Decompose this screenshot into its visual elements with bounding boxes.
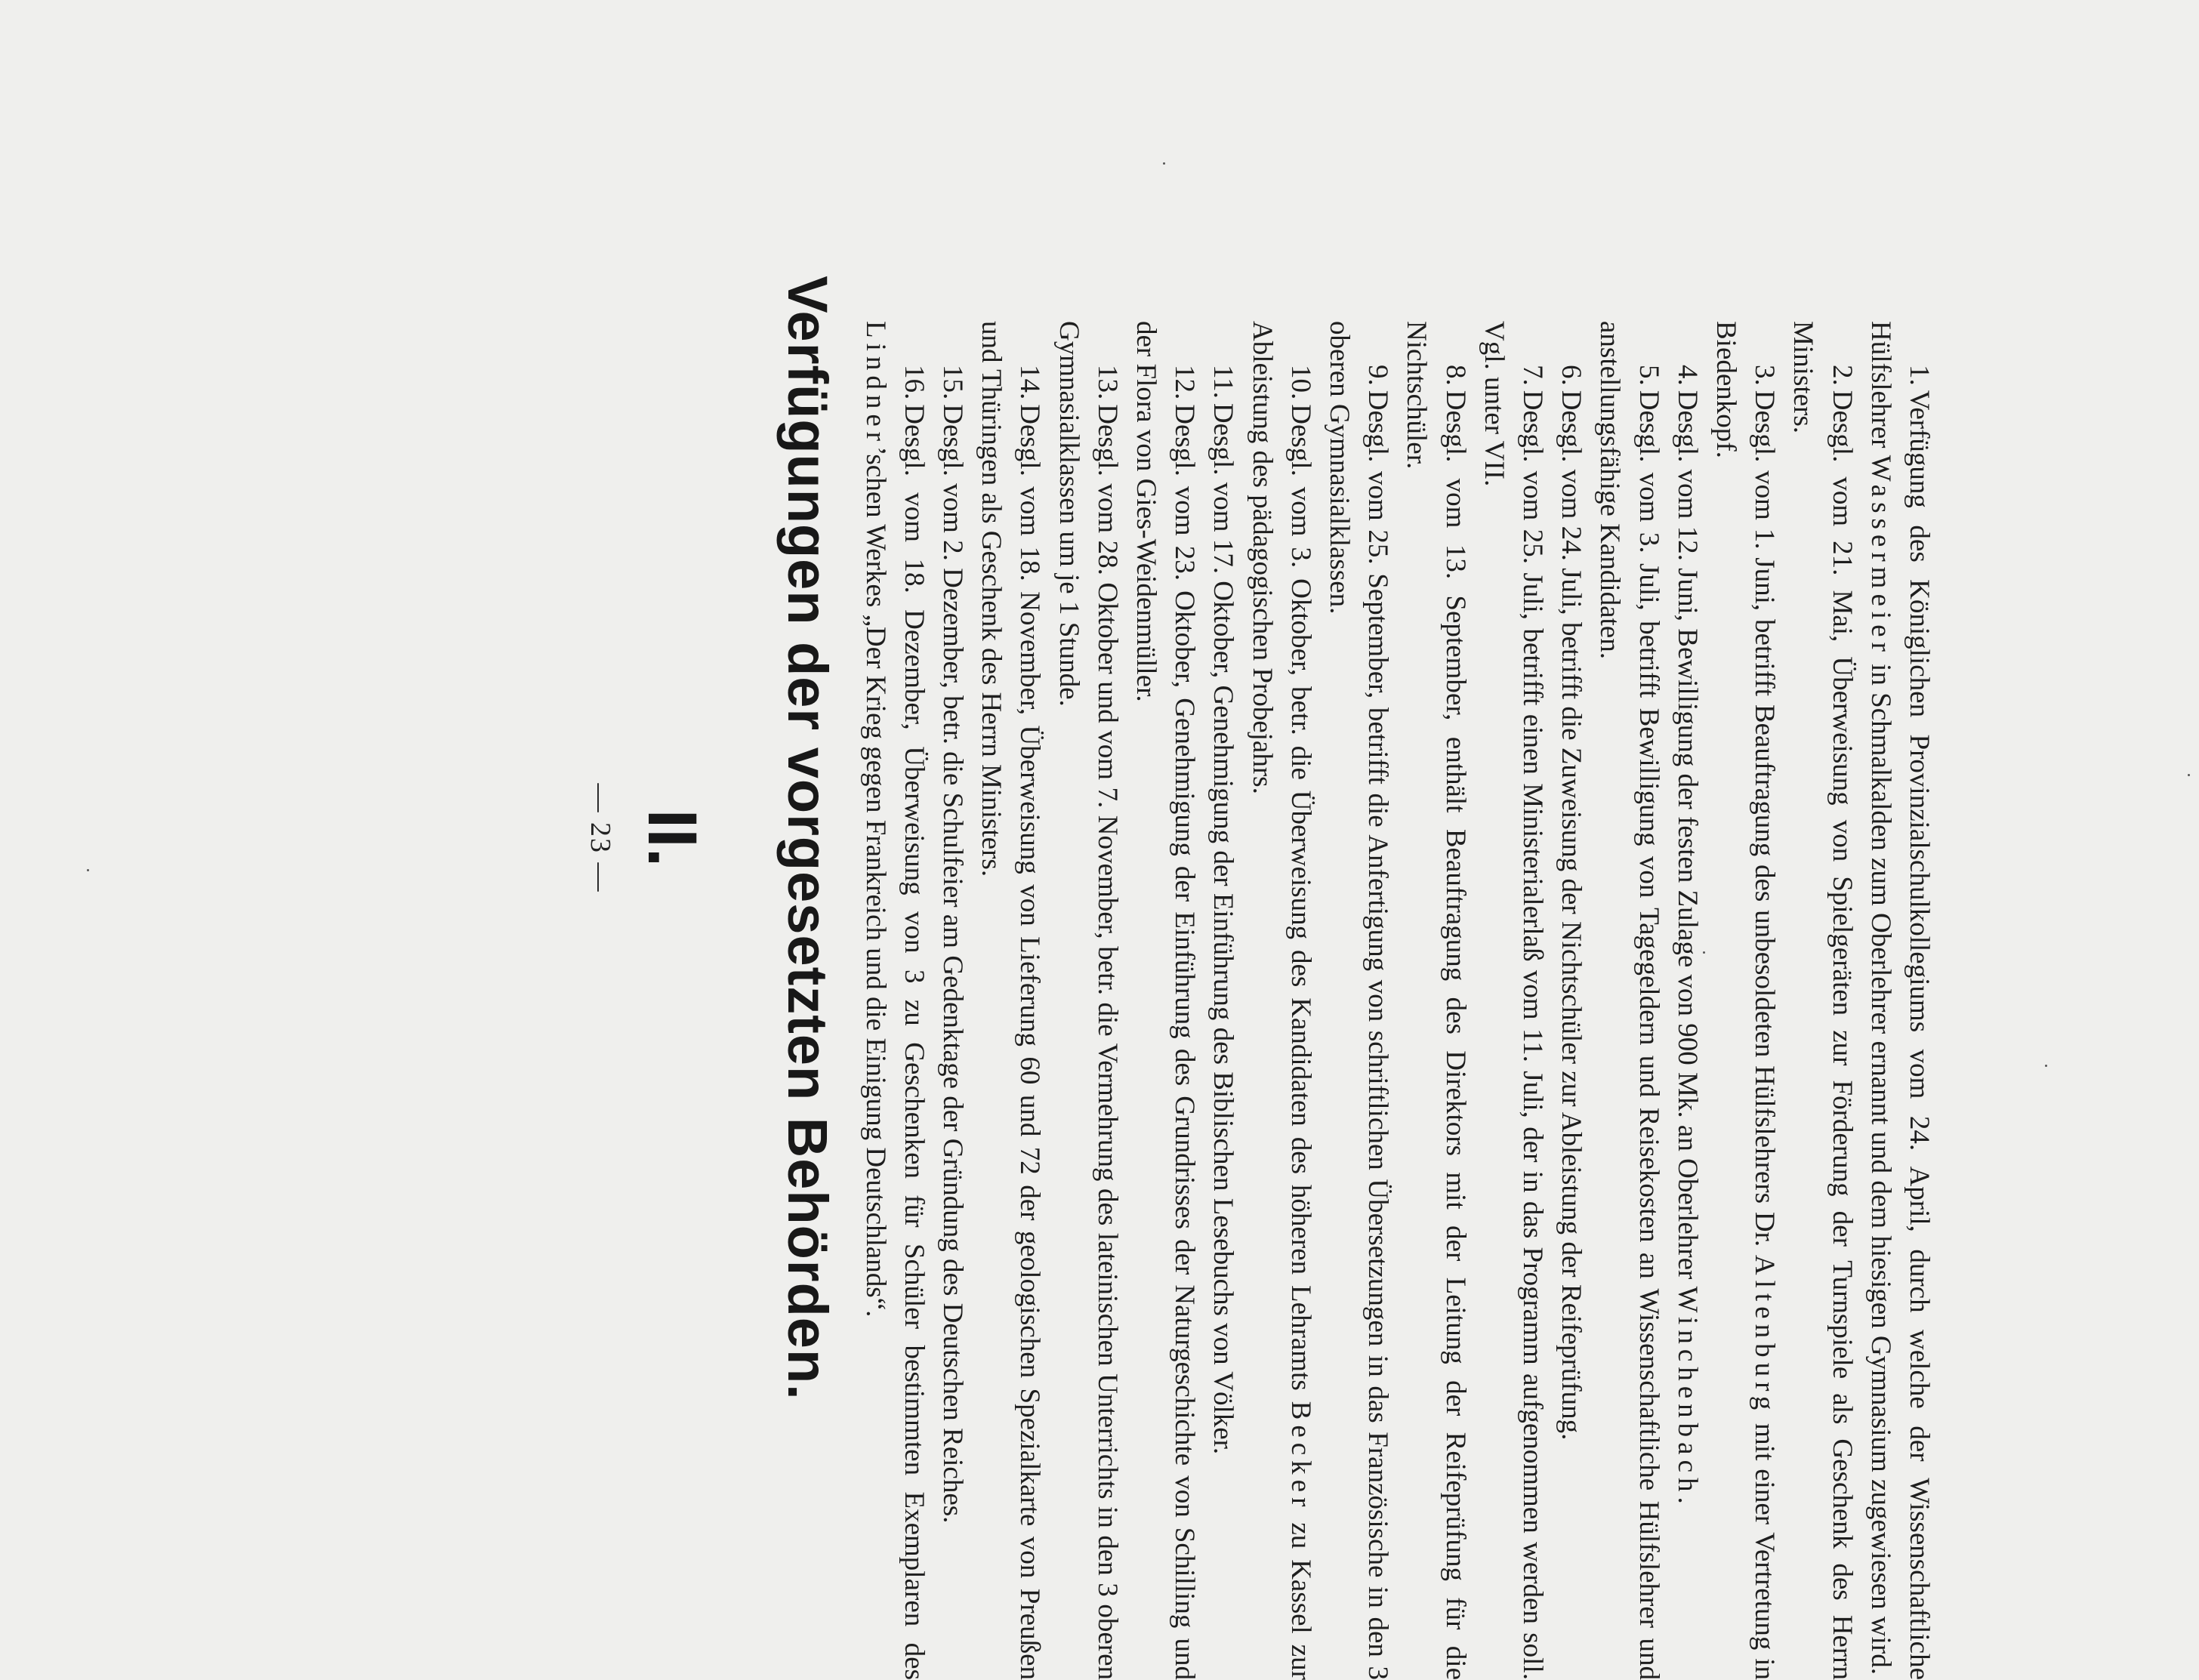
list-item: 13.Desgl. vom 28. Oktober und vom 7. November, betr. die Vermehrung des lateinischen Unterrichts in den 3 oberen Gymnasialklassen um je 1 Stunde. (1053, 321, 1123, 1680)
section-title: Verfügungen der vorgesetzten Behörden. (776, 276, 839, 1401)
list-item: 11.Desgl. vom 17. Oktober, Genehmigung der Einführung des Biblischen Lesebuchs von Völker. (1207, 365, 1239, 1455)
list-item: 2.Desgl. vom 21. Mai, Überweisung von Spielgeräten zur Förderung der Turnspiele als Geschenk des Herrn Ministers. (1787, 321, 1858, 1680)
scan-speck (2188, 774, 2190, 776)
scan-speck (2045, 1065, 2047, 1067)
list-item: 7.Desgl. vom 25. Juli, betrifft einen Ministerialerlaß vom 11. Juli, der in das Programm aufgenommen werden soll. Vgl. unter VII. (1478, 321, 1548, 1680)
list-item: 5.Desgl. vom 3. Juli, betrifft Bewilligung von Tagegeldern und Reisekosten an Wissenschaftliche Hülfslehrer und anstellungsfähige Kandidaten. (1594, 321, 1664, 1680)
section-numeral: II. (634, 809, 711, 868)
list-item: 1.Verfügung des Königlichen Provinzialschulkollegiums vom 24. April, durch welche der Wissenschaftliche Hülfslehrer Wassermeier in Schmalkalden zum Oberlehrer ernannt und dem hiesigen Gymnasium zugewiesen wird. (1864, 321, 1935, 1680)
list-item: 4.Desgl. vom 12. Juni, Bewilligung der festen Zulage von 900 Mk. an Oberlehrer Winchenbach. (1671, 365, 1703, 1504)
page-number: — 23 — (584, 783, 616, 893)
list-item: 3.Desgl. vom 1. Juni, betrifft Beauftragung des unbesoldeten Hülfslehrers Dr. Altenburg mit einer Vertretung in Biedenkopf. (1710, 321, 1781, 1680)
list-item: 16.Desgl. vom 18. Dezember, Überweisung von 3 zu Geschenken für Schüler bestimmten Exemplaren des Lindner’schen Werkes „Der Krieg gegen Frankreich und die Einigung Deutschlands“. (859, 321, 930, 1680)
list-item: 12.Desgl. vom 23. Oktober, Genehmigung der Einführung des Grundrisses der Naturgeschichte von Schilling und der Flora von Gies-Weidenmüller. (1130, 321, 1201, 1680)
list-item: 15.Desgl. vom 2. Dezember, betr. die Schulfeier am Gedenktage der Gründung des Deutschen Reiches. (936, 365, 968, 1524)
decree-list (859, 321, 1938, 1680)
list-item: 10.Desgl. vom 3. Oktober, betr. die Überweisung des Kandidaten des höheren Lehramts Becker zu Kassel zur Ableistung des pädagogischen Probejahrs. (1246, 321, 1316, 1680)
list-item: 9.Desgl. vom 25. September, betrifft die Anfertigung von schriftlichen Übersetzungen in das Französische in den 3 oberen Gymnasialklassen. (1323, 321, 1394, 1680)
scan-speck (1163, 162, 1165, 165)
list-item: 6.Desgl. vom 24. Juli, betrifft die Zuweisung der Nichtschüler zur Ableistung der Reifeprüfung. (1556, 365, 1587, 1441)
list-item: 14.Desgl. vom 18. November, Überweisung von Lieferung 60 und 72 der geologischen Spezialkarte von Preußen und Thüringen als Geschenk des Herrn Ministers. (976, 321, 1046, 1680)
list-item: 8.Desgl. vom 13. September, enthält Beauftragung des Direktors mit der Leitung der Reifeprüfung für die Nichtschüler. (1401, 321, 1471, 1680)
scan-speck (1703, 951, 1705, 954)
scan-speck (87, 869, 89, 871)
